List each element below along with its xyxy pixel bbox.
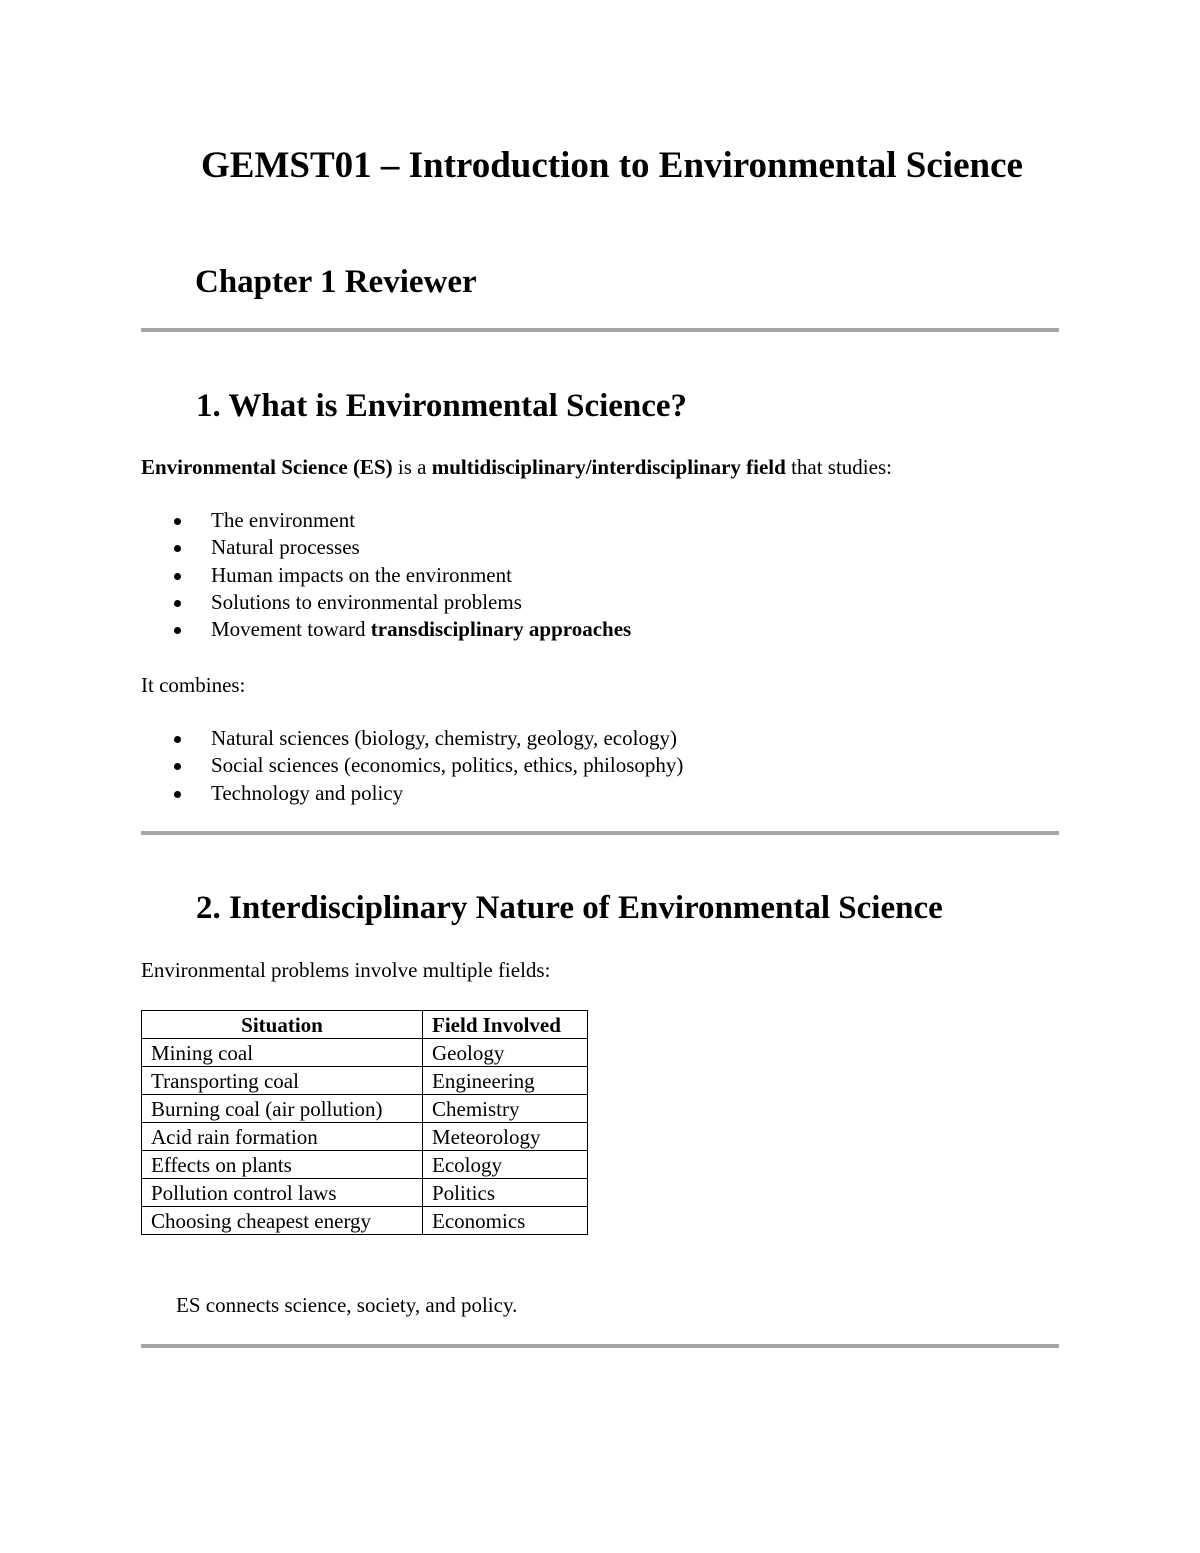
table-row [142, 1039, 588, 1067]
section-2-note: ES connects science, society, and policy. [176, 1293, 518, 1317]
list-item: Human impacts on the environment [141, 562, 631, 589]
combines-label: It combines: [141, 673, 246, 697]
intro-term: Environmental Science (ES) [141, 455, 393, 479]
column-header-situation: Situation [142, 1011, 423, 1039]
table-cell: Ecology [423, 1151, 588, 1179]
table-cell: Geology [423, 1039, 588, 1067]
list-item: Natural processes [141, 534, 631, 561]
bullet-icon [174, 627, 181, 634]
divider [141, 1344, 1059, 1348]
section-1-heading: 1. What is Environmental Science? [196, 388, 688, 424]
section-1-intro [141, 454, 892, 481]
intro-mid: is a [392, 455, 432, 479]
column-header-field: Field Involved [423, 1011, 588, 1039]
intro-field: multidisciplinary/interdisciplinary field [431, 455, 786, 479]
table-cell: Economics [423, 1207, 588, 1235]
list-item: Social sciences (economics, politics, ethics, philosophy) [141, 752, 683, 779]
bullet-icon [174, 763, 181, 770]
table-cell: Effects on plants [142, 1151, 423, 1179]
table-cell: Pollution control laws [142, 1179, 423, 1207]
table-row [142, 1095, 588, 1123]
divider [141, 328, 1059, 332]
list-item: Movement toward transdisciplinary approaches [141, 616, 631, 643]
table-cell: Meteorology [423, 1123, 588, 1151]
bullet-icon [174, 600, 181, 607]
table-row [142, 1067, 588, 1095]
section-2-intro: Environmental problems involve multiple fields: [141, 958, 551, 982]
table-cell: Chemistry [423, 1095, 588, 1123]
combines-list [141, 725, 683, 807]
table-cell: Transporting coal [142, 1067, 423, 1095]
intro-end: that studies: [785, 455, 892, 479]
table-cell: Politics [423, 1179, 588, 1207]
list-item: The environment [141, 507, 631, 534]
bullet-icon [174, 736, 181, 743]
fields-table [141, 1010, 588, 1235]
bullet-icon [174, 573, 181, 580]
table-cell: Engineering [423, 1067, 588, 1095]
document-title: GEMST01 – Introduction to Environmental Science [201, 145, 1023, 186]
list-item: Natural sciences (biology, chemistry, geology, ecology) [141, 725, 683, 752]
bullet-icon [174, 518, 181, 525]
table-cell: Acid rain formation [142, 1123, 423, 1151]
table-cell: Mining coal [142, 1039, 423, 1067]
table-cell: Burning coal (air pollution) [142, 1095, 423, 1123]
list-item: Technology and policy [141, 780, 683, 807]
table-row [142, 1207, 588, 1235]
divider [141, 831, 1059, 835]
studies-list [141, 507, 631, 643]
bullet-icon [174, 791, 181, 798]
table-row [142, 1179, 588, 1207]
chapter-title: Chapter 1 Reviewer [195, 264, 477, 300]
section-2-heading: 2. Interdisciplinary Nature of Environmental Science [196, 890, 943, 926]
table-cell: Choosing cheapest energy [142, 1207, 423, 1235]
table-row [142, 1123, 588, 1151]
bullet-icon [174, 545, 181, 552]
table-header-row [142, 1011, 588, 1039]
list-item: Solutions to environmental problems [141, 589, 631, 616]
table-row [142, 1151, 588, 1179]
